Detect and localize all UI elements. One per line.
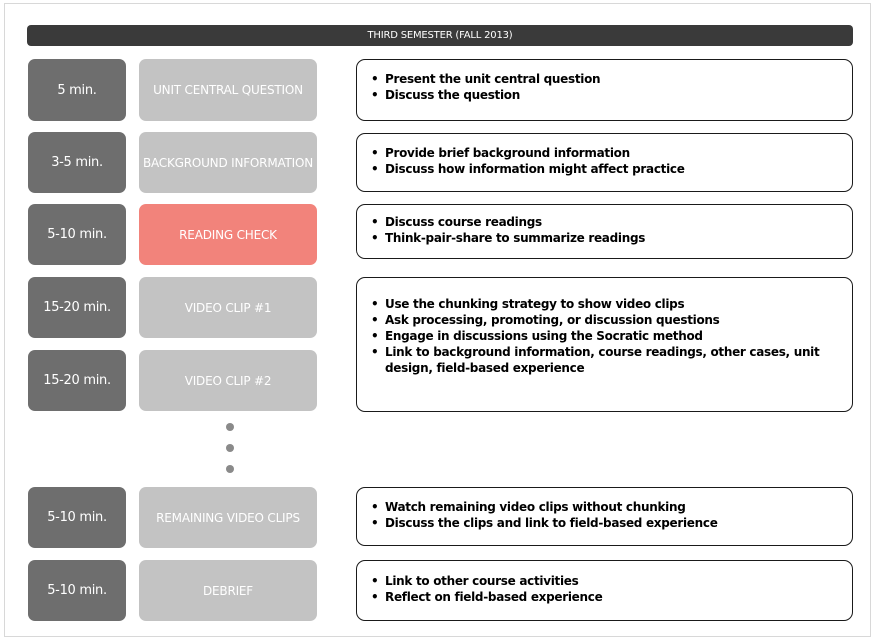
description-box-remaining-video-clips	[356, 487, 853, 546]
description-box-video-clips	[356, 277, 853, 412]
time-box-unit-central-question: 5 min.	[28, 59, 126, 121]
time-box-remaining-video-clips: 5-10 min.	[28, 487, 126, 548]
activity-box-video-clip-2: VIDEO CLIP #2	[139, 350, 317, 411]
continuation-dot	[226, 444, 234, 452]
activity-box-reading-check: READING CHECK	[139, 204, 317, 265]
activity-box-background-information: BACKGROUND INFORMATION	[139, 132, 317, 193]
time-box-background-information: 3-5 min.	[28, 132, 126, 193]
continuation-dot	[226, 465, 234, 473]
semester-title-bar: THIRD SEMESTER (FALL 2013)	[27, 25, 853, 46]
activity-box-unit-central-question: UNIT CENTRAL QUESTION	[139, 59, 317, 121]
time-box-video-clip-2: 15-20 min.	[28, 350, 126, 411]
description-box-background-information	[356, 133, 853, 192]
description-bullet: • Discuss the question	[367, 87, 840, 103]
description-bullet: • Discuss how information might affect practice	[367, 161, 840, 177]
activity-box-debrief: DEBRIEF	[139, 560, 317, 621]
time-box-reading-check: 5-10 min.	[28, 204, 126, 265]
description-bullet: • Think-pair-share to summarize readings	[367, 230, 840, 246]
description-bullet: • Discuss the clips and link to field-based experience	[367, 515, 840, 531]
activity-box-remaining-video-clips: REMAINING VIDEO CLIPS	[139, 487, 317, 548]
description-bullet: • Reflect on field-based experience	[367, 589, 840, 605]
description-bullet: • Watch remaining video clips without chunking	[367, 499, 840, 515]
description-box-debrief	[356, 560, 853, 621]
description-bullet: • Link to other course activities	[367, 573, 840, 589]
description-box-reading-check	[356, 204, 853, 259]
description-box-unit-central-question	[356, 59, 853, 121]
time-box-debrief: 5-10 min.	[28, 560, 126, 621]
description-bullet: • Present the unit central question	[367, 71, 840, 87]
description-bullet: • Discuss course readings	[367, 214, 840, 230]
activity-box-video-clip-1: VIDEO CLIP #1	[139, 277, 317, 338]
description-bullet: • Provide brief background information	[367, 145, 840, 161]
description-bullet: • Link to background information, course readings, other cases, unit design, field-based experience	[367, 344, 840, 376]
continuation-dot	[226, 423, 234, 431]
description-bullet: • Use the chunking strategy to show video clips	[367, 296, 840, 312]
time-box-video-clip-1: 15-20 min.	[28, 277, 126, 338]
description-bullet: • Engage in discussions using the Socratic method	[367, 328, 840, 344]
description-bullet: • Ask processing, promoting, or discussion questions	[367, 312, 840, 328]
